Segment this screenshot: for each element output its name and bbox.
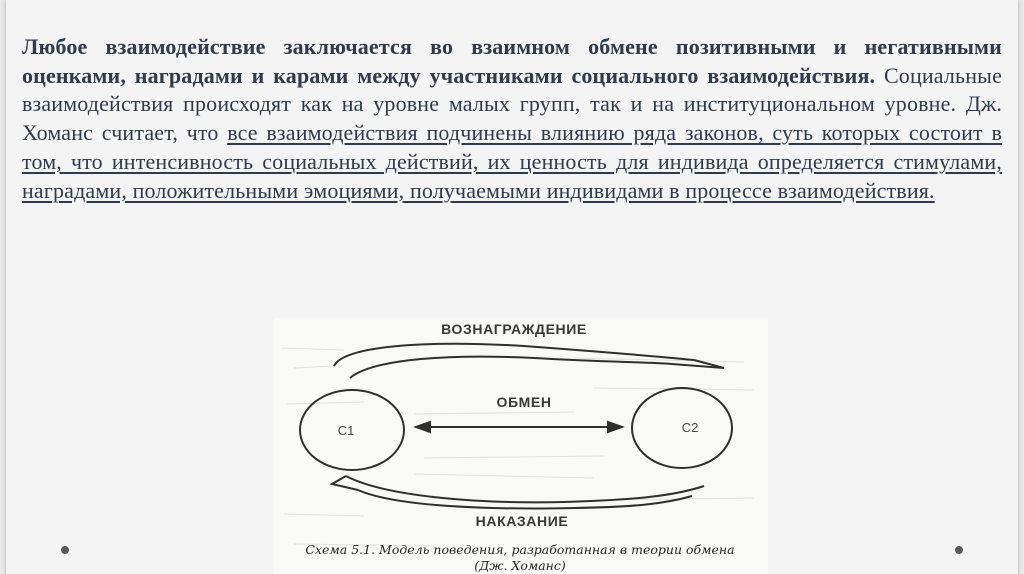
underlined-statement: все взаимодействия подчинены влиянию ряда законов, суть которых состоит в том, что интенсивность социальных действий, их ценность для индивида определяется стимулами, наградами, положительными эмоциями, получаемыми индивидами в процессе взаимодействия. [22,120,1002,203]
diagram-caption-line2: (Дж. Хоманс) [474,558,566,573]
exchange-diagram [274,318,768,574]
punishment-label: НАКАЗАНИЕ [475,513,569,529]
left-nav-dot [61,546,69,554]
plain-statement: Социальные взаимодействия происходят как на уровне малых групп, так и на институциональном уровне. Дж. Хоманс считает, что [22,62,1002,146]
c2-label: C2 [681,420,699,435]
right-nav-dot [955,546,963,554]
exchange-label: ОБМЕН [496,394,552,410]
c1-label: C1 [337,423,355,438]
bold-statement: Любое взаимодействие заключается во взаимном обмене позитивными и негативными оценками, наградами и карами между участниками социального взаимодействия. [22,34,1002,88]
exchange-arrow [416,422,622,432]
slide-card [6,0,1018,574]
reward-label: ВОЗНАГРАЖДЕНИЕ [441,321,587,337]
punishment-arrow [332,476,704,508]
diagram-caption-line1: Схема 5.1. Модель поведения, разработанная в теории обмена [305,542,735,557]
main-paragraph [22,33,1002,205]
reward-arrow [334,344,724,378]
